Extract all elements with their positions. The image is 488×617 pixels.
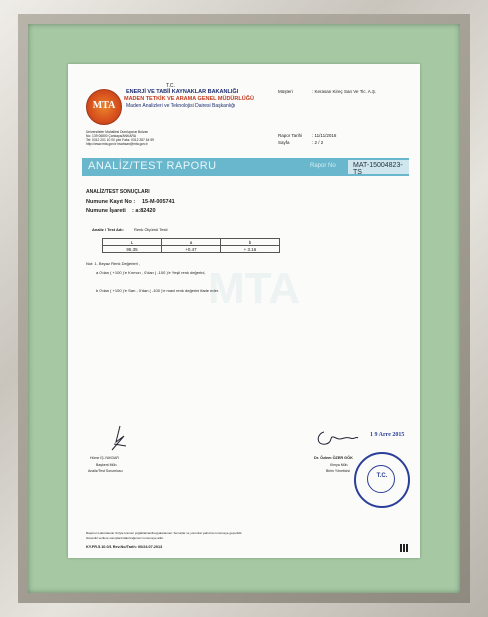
table-cell: +0.47: [162, 246, 221, 253]
right-signer-title: Kimya Müh.: [330, 463, 349, 467]
report-date-value: : 11/11/2016: [312, 133, 337, 138]
footer-disclaimer: Raporun Laboratuvar izniyle kısmen çoğaltılamaz/kopyalanamaz. Sonuçlar ve yorumlar yalnızca numuneye geçerlidir.: [86, 531, 243, 535]
table-header: b: [221, 239, 280, 246]
header-tc: T.C.: [166, 83, 175, 89]
address-line: No: 139 06800 Çankaya/ANKARA: [86, 134, 137, 138]
report-no-label: Rapor No: [310, 163, 336, 169]
address-line: Üniversiteler Mahallesi Dumlupınar Bulvarı: [86, 130, 149, 134]
seal-inner-ring: [367, 465, 395, 493]
sample-reg-value: 15-M-005741: [142, 199, 175, 205]
watermark: MTA: [208, 264, 301, 313]
header-ministry: ENERJİ VE TABİİ KAYNAKLAR BAKANLIĞI: [126, 89, 239, 95]
report-no: MAT-15004823-TS: [353, 162, 403, 176]
note-line: a 0'dan ( +100 )'e Kırmızı , 0'dan ( -100 )'e Yeşil renk değerini,: [96, 270, 206, 275]
client-label: Müşteri: [278, 89, 293, 94]
left-signer-title: Başkent Müh.: [96, 463, 118, 467]
mta-logo: MTA: [86, 89, 122, 125]
right-signer-role: Birim Yöneticisi: [326, 469, 350, 473]
right-signature: [314, 428, 360, 450]
footer-disclaimer: Güvenilir verilere sonuçlarındaki bağımsız numuneye aittir.: [86, 536, 164, 540]
note-line: Not: 1. Beyaz Renk Değerleri ,: [86, 261, 141, 266]
page-label: Sayfa: [278, 140, 290, 145]
header-directorate: MADEN TETKİK VE ARAMA GENEL MÜDÜRLÜĞÜ: [124, 96, 254, 102]
left-signature: [106, 424, 130, 454]
address-line: Tel: 0312 201 10 00 pbx Faks: 0312 287 64 59: [86, 138, 155, 142]
official-seal-stamp: [354, 452, 410, 508]
analysis-label: Analiz / Test Adı:: [92, 227, 124, 232]
table-cell: 95.35: [103, 246, 162, 253]
sample-mark-value: : a:82420: [132, 208, 156, 214]
report-title: ANALİZ/TEST RAPORU: [88, 160, 217, 172]
date-stamp: 1 9 Arre 2015: [370, 432, 405, 438]
section-title: ANALİZ/TEST SONUÇLARI: [86, 189, 150, 195]
footer-form-code: KY.FR.5.10.0/1 Rev.No/Tarih: 00/24.07.2013: [86, 545, 163, 549]
client-value: : Kerasan Kireç San Ve Tic. A.Ş.: [312, 89, 377, 94]
table-header: L: [103, 239, 162, 246]
table-row: [103, 246, 280, 253]
address-line: http://www.mta.gov.tr bsahsan@mta.gov.tr: [86, 142, 148, 146]
left-signer-role: Analiz/Test Sorumlusu: [88, 469, 123, 473]
note-line: b 0'dan ( +100 )'e Sarı , 0'dan ( -100 )'e mavi renk değerini ifade eder.: [96, 288, 220, 293]
header-department: Maden Analizleri ve Teknolojisi Dairesi Başkanlığı: [126, 103, 236, 109]
table-header-row: [103, 239, 280, 246]
test-report-document: [68, 64, 420, 558]
left-signer-name: Hüme İŞ-YAKDAR: [90, 456, 119, 460]
results-table: [102, 238, 280, 253]
qr-code-icon: [400, 544, 408, 552]
report-date-label: Rapor Tarihi: [278, 133, 303, 138]
table-cell: + 3.16: [221, 246, 280, 253]
right-signer-name: Dr. Özlem ÖZER GÖK: [314, 456, 353, 460]
seal-text: T.C.: [376, 473, 388, 479]
analysis-value: Renk Ölçümü Testi: [134, 227, 168, 232]
table-header: a: [162, 239, 221, 246]
page-value: : 2 / 2: [312, 140, 324, 145]
report-title-band: [82, 158, 409, 176]
sample-reg-label: Numune Kayıt No :: [86, 199, 136, 205]
sample-mark-label: Numune İşareti: [86, 208, 126, 214]
